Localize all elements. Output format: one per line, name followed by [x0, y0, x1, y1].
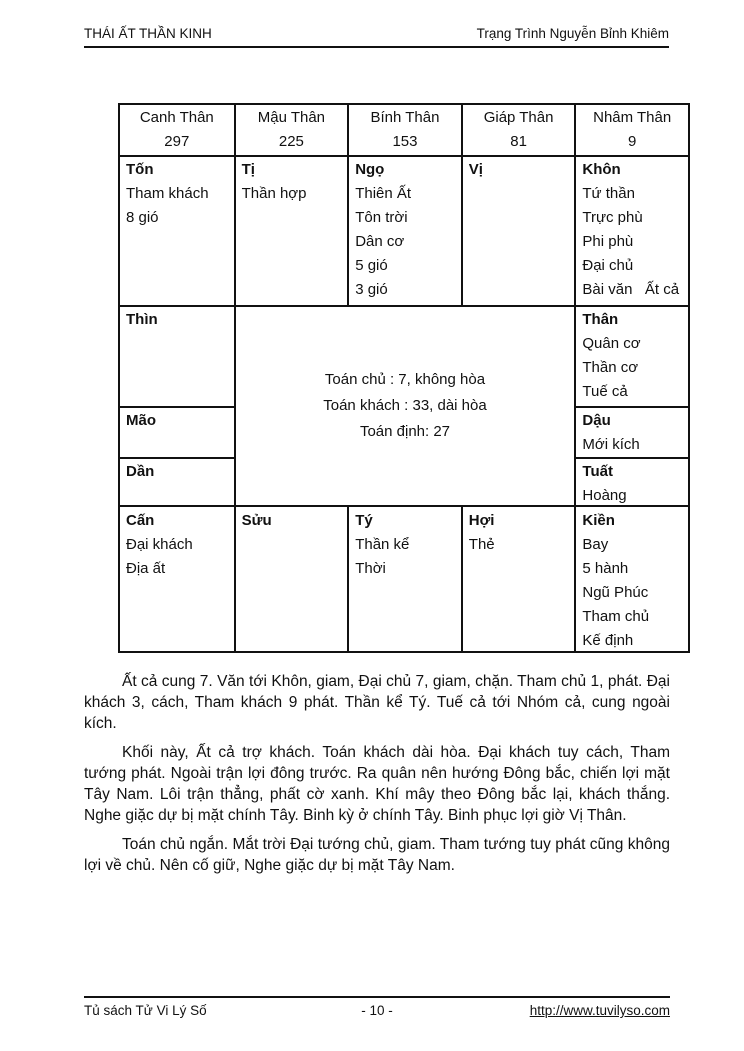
palace-lines	[126, 182, 228, 230]
palace-cell-thin	[120, 307, 234, 406]
cell-line: Hoàng	[582, 487, 627, 504]
year-name: Nhâm Thân	[593, 109, 672, 126]
paragraph-1: Ất cả cung 7. Văn tới Khôn, giam, Đại chủ 7, giam, chặn. Tham chủ 1, phát. Đại khách 3, cách, Tham khách 9 phát. Thần kể Tý. Tuế cả tới Nhóm cả, cung ngoài kích.	[84, 673, 670, 732]
palace-label: Tuất	[582, 463, 613, 480]
year-header-row	[120, 105, 688, 155]
year-name: Canh Thân	[139, 109, 214, 126]
paragraph-2: Khối này, Ất cả trợ khách. Toán khách dài hòa. Đại khách tuy cách, Tham tướng phát. Ngoài trận lợi đông trước. Ra quân nên hướng Đông bắc, chiến lợi mặt Tây Nam. Lôi trận thẳng, phất cờ xanh. Khí mây theo Đông bắc lại, khách thắng. Nghe giặc dự bị mặt chính Tây. Binh kỳ ở chính Tây. Binh phục lợi giờ Vị Thân.	[84, 744, 670, 824]
palace-cell-hoi	[461, 507, 575, 651]
cell-line: Thời	[355, 560, 386, 577]
cell-line: Quân cơ	[582, 335, 641, 352]
top-palace-row	[120, 155, 688, 305]
palace-label: Sửu	[241, 512, 272, 529]
cell-line: 3 gió	[355, 281, 388, 298]
cell-line: Tứ thần	[582, 185, 635, 202]
year-number: 153	[392, 133, 418, 150]
palace-label: Ngọ	[355, 161, 385, 178]
middle-left-column	[120, 307, 234, 505]
page-header	[84, 26, 669, 48]
cell-line: 8 gió	[126, 209, 159, 226]
toan-khach-line: Toán khách : 33, dài hòa	[323, 397, 487, 414]
palace-label: Hợi	[468, 512, 495, 529]
palace-label: Tốn	[126, 161, 154, 178]
palace-label: Cấn	[126, 512, 155, 529]
palace-lines	[582, 182, 682, 302]
center-calculation-cell	[234, 307, 575, 505]
palace-label: Tý	[355, 512, 373, 529]
cell-line: Thiên Ất	[355, 185, 412, 202]
palace-label: Tị	[241, 161, 255, 178]
palace-lines	[469, 533, 569, 557]
palace-label: Thân	[582, 311, 619, 328]
palace-cell-khon	[574, 157, 688, 305]
palace-label: Dần	[126, 463, 155, 481]
palace-lines	[582, 433, 682, 457]
footer-website-link[interactable]: http://www.tuvilyso.com	[529, 1003, 670, 1018]
palace-cell-suu	[234, 507, 348, 651]
palace-label: Vị	[468, 161, 483, 178]
cell-line: Thần cơ	[582, 359, 639, 376]
palace-label: Khôn	[582, 161, 621, 178]
palace-cell-vi	[461, 157, 575, 305]
palace-lines	[355, 533, 455, 581]
cell-line: Tham chủ	[582, 608, 650, 625]
toan-chu-line: Toán chủ : 7, không hòa	[324, 371, 486, 388]
year-number: 81	[510, 133, 527, 150]
palace-label: Thìn	[126, 311, 158, 328]
year-number: 9	[628, 133, 637, 150]
cell-line: 5 gió	[355, 257, 388, 274]
palace-cell-dan	[120, 457, 234, 505]
palace-lines	[355, 182, 455, 302]
palace-label: Dậu	[582, 411, 611, 429]
thai-at-grid-table	[118, 103, 690, 653]
year-number: 297	[164, 133, 190, 150]
cell-line: Bài văn Ất cả	[582, 281, 680, 298]
cell-line: Kế định	[582, 632, 634, 649]
author-name: Trạng Trình Nguyễn Bỉnh Khiêm	[476, 26, 669, 41]
palace-cell-ti	[234, 157, 348, 305]
cell-line: Thẻ	[468, 536, 495, 553]
cell-line: Đại chủ	[582, 257, 634, 274]
book-title: THÁI ẤT THẦN KINH	[84, 26, 212, 41]
year-cell-canh-than	[120, 105, 234, 155]
middle-right-column	[574, 307, 688, 505]
year-name: Bính Thân	[370, 109, 440, 126]
cell-line: 5 hành	[582, 560, 629, 577]
cell-line: Ngũ Phúc	[582, 584, 649, 601]
palace-lines	[242, 182, 342, 206]
page-footer	[84, 996, 670, 1018]
footer-series-name: Tủ sách Tử Vi Lý Số	[84, 1003, 207, 1018]
year-cell-nham-than	[574, 105, 688, 155]
palace-cell-mao	[120, 406, 234, 458]
year-cell-binh-than	[347, 105, 461, 155]
cell-line: Tham khách	[126, 185, 209, 202]
cell-line: Đại khách	[126, 536, 193, 553]
cell-line: Địa ất	[126, 560, 166, 577]
paragraph-3: Toán chủ ngắn. Mắt trời Đại tướng chủ, giam. Tham tướng tuy phát cũng không lợi về chủ. Nên cố giữ, Nghe giặc dự bị mặt Tây Nam.	[84, 836, 670, 874]
palace-cell-ty	[347, 507, 461, 651]
palace-label: Kiền	[582, 512, 615, 529]
cell-line: Tôn trời	[355, 209, 408, 226]
palace-cell-than	[576, 307, 688, 406]
body-text	[84, 671, 670, 884]
cell-line: Mới kích	[582, 435, 640, 453]
year-name: Mậu Thân	[257, 109, 326, 126]
toan-dinh-line: Toán định: 27	[359, 423, 451, 440]
year-number: 225	[278, 133, 304, 150]
cell-line: Dân cơ	[355, 233, 405, 250]
cell-line: Thần hợp	[241, 185, 307, 202]
palace-cell-ngo	[347, 157, 461, 305]
palace-cell-can	[120, 507, 234, 651]
cell-line: Phi phù	[582, 233, 634, 250]
palace-cell-dau	[576, 406, 688, 457]
cell-line: Trực phù	[582, 209, 643, 226]
palace-lines	[582, 332, 682, 404]
palace-lines	[582, 484, 682, 508]
footer-page-number: - 10 -	[361, 1003, 393, 1018]
palace-cell-ton	[120, 157, 234, 305]
cell-line: Thần kể	[355, 536, 410, 553]
year-cell-giap-than	[461, 105, 575, 155]
year-cell-mau-than	[234, 105, 348, 155]
middle-band	[120, 305, 688, 505]
palace-cell-kien	[574, 507, 688, 651]
bottom-palace-row	[120, 505, 688, 651]
palace-lines	[582, 533, 682, 651]
cell-line: Tuế cả	[582, 383, 628, 400]
palace-cell-tuat	[576, 457, 688, 505]
year-name: Giáp Thân	[483, 109, 554, 126]
cell-line: Bay	[582, 536, 609, 553]
palace-label: Mão	[126, 411, 156, 429]
palace-lines	[126, 533, 228, 581]
